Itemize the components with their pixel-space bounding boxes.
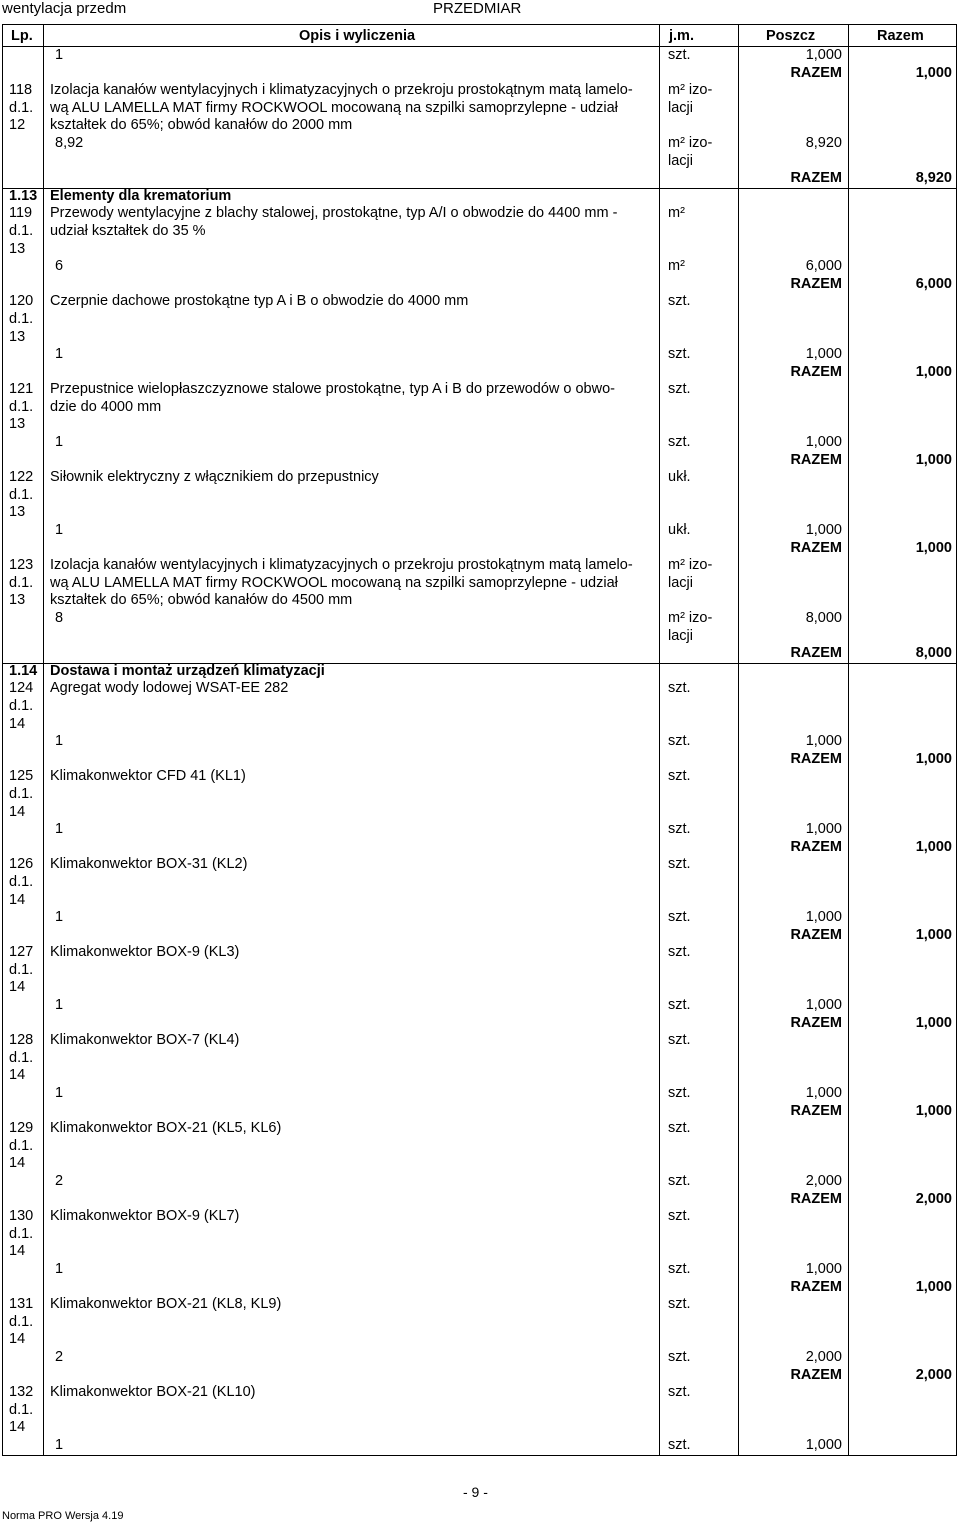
total-row bbox=[3, 65, 956, 83]
table-row bbox=[3, 592, 956, 610]
table-row bbox=[3, 311, 956, 329]
row-unit: szt. bbox=[668, 1384, 691, 1401]
przedmiar-table bbox=[2, 46, 957, 1456]
row-unit: szt. bbox=[668, 47, 691, 63]
quantity-row bbox=[3, 821, 956, 839]
total-label: RAZEM bbox=[790, 539, 842, 556]
row-lp: 14 bbox=[9, 1155, 26, 1172]
table-row bbox=[3, 416, 956, 434]
row-partial-value: 6,000 bbox=[805, 258, 842, 275]
row-unit: szt. bbox=[668, 856, 691, 873]
table-row bbox=[3, 1419, 956, 1437]
table-row bbox=[3, 979, 956, 997]
total-row bbox=[3, 276, 956, 294]
row-lp: 13 bbox=[9, 328, 26, 345]
row-lp: 13 bbox=[9, 416, 26, 433]
row-description: dzie do 4000 mm bbox=[50, 398, 162, 415]
row-quantity: 2 bbox=[55, 1348, 64, 1365]
row-unit: szt. bbox=[668, 944, 691, 961]
row-unit: szt. bbox=[668, 821, 691, 838]
total-row bbox=[3, 927, 956, 945]
quantity-row bbox=[3, 610, 956, 628]
row-quantity: 1 bbox=[55, 1436, 64, 1453]
total-value: 1,000 bbox=[915, 1014, 952, 1031]
row-unit: szt. bbox=[668, 1348, 691, 1365]
total-row bbox=[3, 540, 956, 558]
total-value: 6,000 bbox=[915, 275, 952, 292]
row-lp: 129 bbox=[9, 1120, 34, 1137]
quantity-row bbox=[3, 434, 956, 452]
table-row bbox=[3, 205, 956, 223]
row-quantity: 1 bbox=[55, 346, 64, 363]
row-lp: 14 bbox=[9, 803, 26, 820]
total-value: 1,000 bbox=[915, 838, 952, 855]
table-row bbox=[3, 804, 956, 822]
row-lp: 121 bbox=[9, 381, 34, 398]
quantity-row bbox=[3, 47, 956, 65]
document-header-left: wentylacja przedm bbox=[2, 0, 127, 17]
quantity-row bbox=[3, 1437, 956, 1455]
total-row bbox=[3, 839, 956, 857]
row-lp: 14 bbox=[9, 1331, 26, 1348]
row-description: udział kształtek do 35 % bbox=[50, 222, 206, 239]
row-description: Klimakonwektor BOX-31 (KL2) bbox=[50, 856, 248, 873]
row-quantity: 2 bbox=[55, 1173, 64, 1189]
column-header-row bbox=[2, 24, 957, 47]
row-lp: d.1. bbox=[9, 398, 34, 415]
row-description: Izolacja kanałów wentylacyjnych i klimatyzacyjnych o przekroju prostokątnym matą lamelo- bbox=[50, 557, 633, 574]
row-lp: 14 bbox=[9, 1243, 26, 1260]
row-lp: 13 bbox=[9, 240, 26, 257]
table-row bbox=[3, 117, 956, 135]
row-description: Klimakonwektor BOX-9 (KL3) bbox=[50, 944, 240, 961]
total-value: 2,000 bbox=[915, 1366, 952, 1383]
table-row bbox=[3, 1050, 956, 1068]
col-jm: j.m. bbox=[669, 28, 694, 44]
row-description: kształtek do 65%; obwód kanałów do 4500 mm bbox=[50, 592, 353, 609]
row-unit: m² izo- bbox=[668, 610, 713, 626]
table-row bbox=[3, 1296, 956, 1314]
row-partial-value: 1,000 bbox=[805, 47, 842, 63]
total-value: 1,000 bbox=[915, 363, 952, 380]
row-partial-value: 1,000 bbox=[805, 1260, 842, 1277]
total-value: 8,000 bbox=[915, 645, 952, 662]
row-lp: 14 bbox=[9, 1419, 26, 1436]
total-label: RAZEM bbox=[790, 363, 842, 380]
quantity-row bbox=[3, 733, 956, 751]
table-row bbox=[3, 82, 956, 100]
row-unit: szt. bbox=[668, 1032, 691, 1049]
row-quantity: 1 bbox=[55, 997, 64, 1014]
table-row bbox=[3, 487, 956, 505]
row-description: Klimakonwektor BOX-21 (KL8, KL9) bbox=[50, 1296, 282, 1313]
row-partial-value: 1,000 bbox=[805, 1085, 842, 1102]
quantity-row bbox=[3, 1349, 956, 1367]
total-value: 1,000 bbox=[915, 539, 952, 556]
col-opis: Opis i wyliczenia bbox=[299, 28, 416, 44]
total-row bbox=[3, 170, 956, 188]
row-lp: 120 bbox=[9, 293, 34, 310]
row-unit: szt. bbox=[668, 733, 691, 750]
row-description: kształtek do 65%; obwód kanałów do 2000 mm bbox=[50, 117, 353, 134]
row-unit: ukł. bbox=[668, 469, 691, 486]
quantity-row bbox=[3, 997, 956, 1015]
row-unit: szt. bbox=[668, 1208, 691, 1225]
row-quantity: 1 bbox=[55, 1260, 64, 1277]
col-lp: Lp. bbox=[11, 28, 33, 44]
row-description: Czerpnie dachowe prostokątne typ A i B o obwodzie do 4000 mm bbox=[50, 293, 469, 310]
quantity-row bbox=[3, 258, 956, 276]
row-description: Agregat wody lodowej WSAT-EE 282 bbox=[50, 680, 289, 697]
quantity-row bbox=[3, 909, 956, 927]
row-unit: m² izo- bbox=[668, 557, 713, 574]
row-unit: szt. bbox=[668, 768, 691, 785]
row-lp: d.1. bbox=[9, 1401, 34, 1418]
table-row bbox=[3, 1226, 956, 1244]
row-unit: m² izo- bbox=[668, 134, 713, 151]
row-lp: d.1. bbox=[9, 1049, 34, 1066]
table-row bbox=[3, 786, 956, 804]
table-row bbox=[3, 1243, 956, 1261]
quantity-row bbox=[3, 346, 956, 364]
total-label: RAZEM bbox=[790, 838, 842, 855]
row-partial-value: 1,000 bbox=[805, 821, 842, 838]
row-lp: 127 bbox=[9, 944, 34, 961]
row-unit: szt. bbox=[668, 381, 691, 398]
row-lp: 14 bbox=[9, 979, 26, 996]
row-lp: 126 bbox=[9, 856, 34, 873]
row-unit: szt. bbox=[668, 1120, 691, 1137]
table-row bbox=[3, 469, 956, 487]
total-row bbox=[3, 1015, 956, 1033]
table-row bbox=[3, 329, 956, 347]
quantity-row bbox=[3, 1085, 956, 1103]
row-lp: 14 bbox=[9, 891, 26, 908]
section-title: Dostawa i montaż urządzeń klimatyzacji bbox=[50, 662, 325, 679]
total-value: 1,000 bbox=[915, 926, 952, 943]
row-quantity: 1 bbox=[55, 434, 64, 451]
row-unit: szt. bbox=[668, 997, 691, 1014]
row-description: Siłownik elektryczny z włącznikiem do przepustnicy bbox=[50, 469, 379, 486]
row-partial-value: 1,000 bbox=[805, 909, 842, 926]
quantity-row bbox=[3, 1261, 956, 1279]
row-unit: szt. bbox=[668, 909, 691, 926]
row-unit: szt. bbox=[668, 680, 691, 697]
row-lp: 125 bbox=[9, 768, 34, 785]
row-partial-value: 8,000 bbox=[805, 610, 842, 626]
row-partial-value: 1,000 bbox=[805, 434, 842, 451]
total-value: 8,920 bbox=[915, 170, 952, 187]
row-description: Klimakonwektor BOX-9 (KL7) bbox=[50, 1208, 240, 1225]
row-lp: d.1. bbox=[9, 697, 34, 714]
row-lp: d.1. bbox=[9, 486, 34, 503]
row-lp: 128 bbox=[9, 1032, 34, 1049]
table-row bbox=[3, 698, 956, 716]
total-label: RAZEM bbox=[790, 64, 842, 81]
table-row bbox=[3, 399, 956, 417]
row-partial-value: 1,000 bbox=[805, 522, 842, 539]
row-partial-value: 1,000 bbox=[805, 997, 842, 1014]
row-partial-value: 1,000 bbox=[805, 1436, 842, 1453]
table-row bbox=[3, 223, 956, 241]
row-lp: d.1. bbox=[9, 574, 34, 591]
row-lp: 14 bbox=[9, 715, 26, 732]
total-row bbox=[3, 751, 956, 769]
table-row bbox=[3, 1331, 956, 1349]
row-partial-value: 2,000 bbox=[805, 1348, 842, 1365]
section-number: 1.14 bbox=[9, 662, 38, 679]
table-row bbox=[3, 962, 956, 980]
row-lp: d.1. bbox=[9, 1313, 34, 1330]
row-unit: szt. bbox=[668, 1296, 691, 1313]
row-partial-value: 8,920 bbox=[805, 134, 842, 151]
row-lp: 118 bbox=[9, 82, 33, 99]
row-quantity: 1 bbox=[55, 733, 64, 750]
table-row bbox=[3, 557, 956, 575]
total-row bbox=[3, 1279, 956, 1297]
quantity-row bbox=[3, 135, 956, 153]
row-lp: 123 bbox=[9, 557, 34, 574]
row-partial-value: 1,000 bbox=[805, 733, 842, 750]
total-label: RAZEM bbox=[790, 926, 842, 943]
row-unit: lacji bbox=[668, 574, 693, 591]
row-lp: d.1. bbox=[9, 785, 34, 802]
row-lp: d.1. bbox=[9, 222, 34, 239]
row-unit: szt. bbox=[668, 293, 691, 310]
total-row bbox=[3, 1103, 956, 1121]
row-partial-value: 2,000 bbox=[805, 1173, 842, 1189]
col-razem: Razem bbox=[877, 28, 924, 44]
row-unit: m² bbox=[668, 205, 685, 222]
section-title: Elementy dla krematorium bbox=[50, 187, 232, 204]
quantity-row bbox=[3, 1173, 956, 1191]
row-lp: d.1. bbox=[9, 873, 34, 890]
row-quantity: 1 bbox=[55, 821, 64, 838]
row-unit: szt. bbox=[668, 1173, 691, 1189]
total-row bbox=[3, 645, 956, 663]
total-label: RAZEM bbox=[790, 1366, 842, 1383]
table-row bbox=[3, 1120, 956, 1138]
table-row bbox=[3, 680, 956, 698]
row-lp: d.1. bbox=[9, 961, 34, 978]
row-unit: m² bbox=[668, 258, 685, 275]
total-label: RAZEM bbox=[790, 1014, 842, 1031]
table-row bbox=[3, 1155, 956, 1173]
row-lp: d.1. bbox=[9, 310, 34, 327]
table-row bbox=[3, 293, 956, 311]
total-row bbox=[3, 1191, 956, 1209]
table-row bbox=[3, 1208, 956, 1226]
table-row bbox=[3, 1314, 956, 1332]
table-row bbox=[3, 241, 956, 259]
table-row bbox=[3, 504, 956, 522]
section-number: 1.13 bbox=[9, 187, 38, 204]
total-value: 2,000 bbox=[915, 1190, 952, 1207]
row-unit: szt. bbox=[668, 1260, 691, 1277]
total-label: RAZEM bbox=[790, 1278, 842, 1295]
row-unit: lacji bbox=[668, 152, 693, 169]
row-unit: lacji bbox=[668, 627, 693, 644]
row-quantity: 1 bbox=[55, 47, 64, 63]
total-label: RAZEM bbox=[790, 750, 842, 767]
row-lp: 13 bbox=[9, 592, 26, 609]
table-row bbox=[3, 1402, 956, 1420]
row-description: Izolacja kanałów wentylacyjnych i klimatyzacyjnych o przekroju prostokątnym matą lamelo- bbox=[50, 82, 633, 99]
row-unit: szt. bbox=[668, 1436, 691, 1453]
row-lp: 122 bbox=[9, 469, 34, 486]
table-row bbox=[3, 1067, 956, 1085]
document-header-title: PRZEDMIAR bbox=[433, 0, 522, 17]
total-value: 1,000 bbox=[915, 451, 952, 468]
table-row bbox=[3, 628, 956, 646]
row-description: Przepustnice wielopłaszczyznowe stalowe prostokątne, typ A i B do przewodów o obwo- bbox=[50, 381, 615, 398]
row-unit: m² izo- bbox=[668, 82, 713, 99]
table-row bbox=[3, 575, 956, 593]
table-row bbox=[3, 856, 956, 874]
total-label: RAZEM bbox=[790, 170, 842, 187]
page-number: - 9 - bbox=[463, 1484, 488, 1500]
row-partial-value: 1,000 bbox=[805, 346, 842, 363]
total-row bbox=[3, 452, 956, 470]
row-lp: d.1. bbox=[9, 99, 34, 116]
row-description: Klimakonwektor BOX-7 (KL4) bbox=[50, 1032, 240, 1049]
quantity-row bbox=[3, 522, 956, 540]
table-row bbox=[3, 1138, 956, 1156]
row-lp: 131 bbox=[9, 1296, 34, 1313]
row-description: Przewody wentylacyjne z blachy stalowej, prostokątne, typ A/I o obwodzie do 4400 mm - bbox=[50, 205, 618, 222]
row-description: Klimakonwektor BOX-21 (KL10) bbox=[50, 1384, 256, 1401]
row-quantity: 6 bbox=[55, 258, 64, 275]
table-row bbox=[3, 153, 956, 171]
total-label: RAZEM bbox=[790, 275, 842, 292]
row-quantity: 8 bbox=[55, 610, 64, 626]
total-label: RAZEM bbox=[790, 1102, 842, 1119]
row-description: wą ALU LAMELLA MAT firmy ROCKWOOL mocowaną na szpilki samoprzylepne - udział bbox=[50, 99, 618, 116]
total-label: RAZEM bbox=[790, 1190, 842, 1207]
row-description: wą ALU LAMELLA MAT firmy ROCKWOOL mocowaną na szpilki samoprzylepne - udział bbox=[50, 574, 618, 591]
total-value: 1,000 bbox=[915, 750, 952, 767]
row-lp: 13 bbox=[9, 504, 26, 521]
total-value: 1,000 bbox=[915, 64, 952, 81]
row-lp: d.1. bbox=[9, 1225, 34, 1242]
total-value: 1,000 bbox=[915, 1278, 952, 1295]
program-version: Norma PRO Wersja 4.19 bbox=[2, 1510, 124, 1522]
row-description: Klimakonwektor BOX-21 (KL5, KL6) bbox=[50, 1120, 282, 1137]
row-lp: 14 bbox=[9, 1067, 26, 1084]
row-lp: d.1. bbox=[9, 1137, 34, 1154]
row-unit: szt. bbox=[668, 1085, 691, 1102]
table-row bbox=[3, 381, 956, 399]
total-row bbox=[3, 364, 956, 382]
row-unit: szt. bbox=[668, 346, 691, 363]
total-value: 1,000 bbox=[915, 1102, 952, 1119]
row-quantity: 1 bbox=[55, 909, 64, 926]
section-header-row bbox=[3, 663, 956, 681]
row-unit: szt. bbox=[668, 434, 691, 451]
section-header-row bbox=[3, 188, 956, 206]
table-row bbox=[3, 874, 956, 892]
row-quantity: 8,92 bbox=[55, 134, 84, 151]
row-lp: 124 bbox=[9, 680, 34, 697]
table-row bbox=[3, 1384, 956, 1402]
row-lp: 132 bbox=[9, 1384, 34, 1401]
row-unit: ukł. bbox=[668, 522, 691, 539]
row-quantity: 1 bbox=[55, 522, 64, 539]
row-quantity: 1 bbox=[55, 1085, 64, 1102]
table-row bbox=[3, 768, 956, 786]
table-row bbox=[3, 892, 956, 910]
row-lp: 119 bbox=[9, 205, 33, 222]
table-row bbox=[3, 100, 956, 118]
row-unit: lacji bbox=[668, 99, 693, 116]
table-row bbox=[3, 944, 956, 962]
row-lp: 12 bbox=[9, 117, 26, 134]
table-row bbox=[3, 1032, 956, 1050]
total-label: RAZEM bbox=[790, 451, 842, 468]
total-row bbox=[3, 1367, 956, 1385]
row-description: Klimakonwektor CFD 41 (KL1) bbox=[50, 768, 246, 785]
col-poszcz: Poszcz bbox=[766, 28, 816, 44]
table-row bbox=[3, 716, 956, 734]
row-lp: 130 bbox=[9, 1208, 34, 1225]
total-label: RAZEM bbox=[790, 645, 842, 662]
